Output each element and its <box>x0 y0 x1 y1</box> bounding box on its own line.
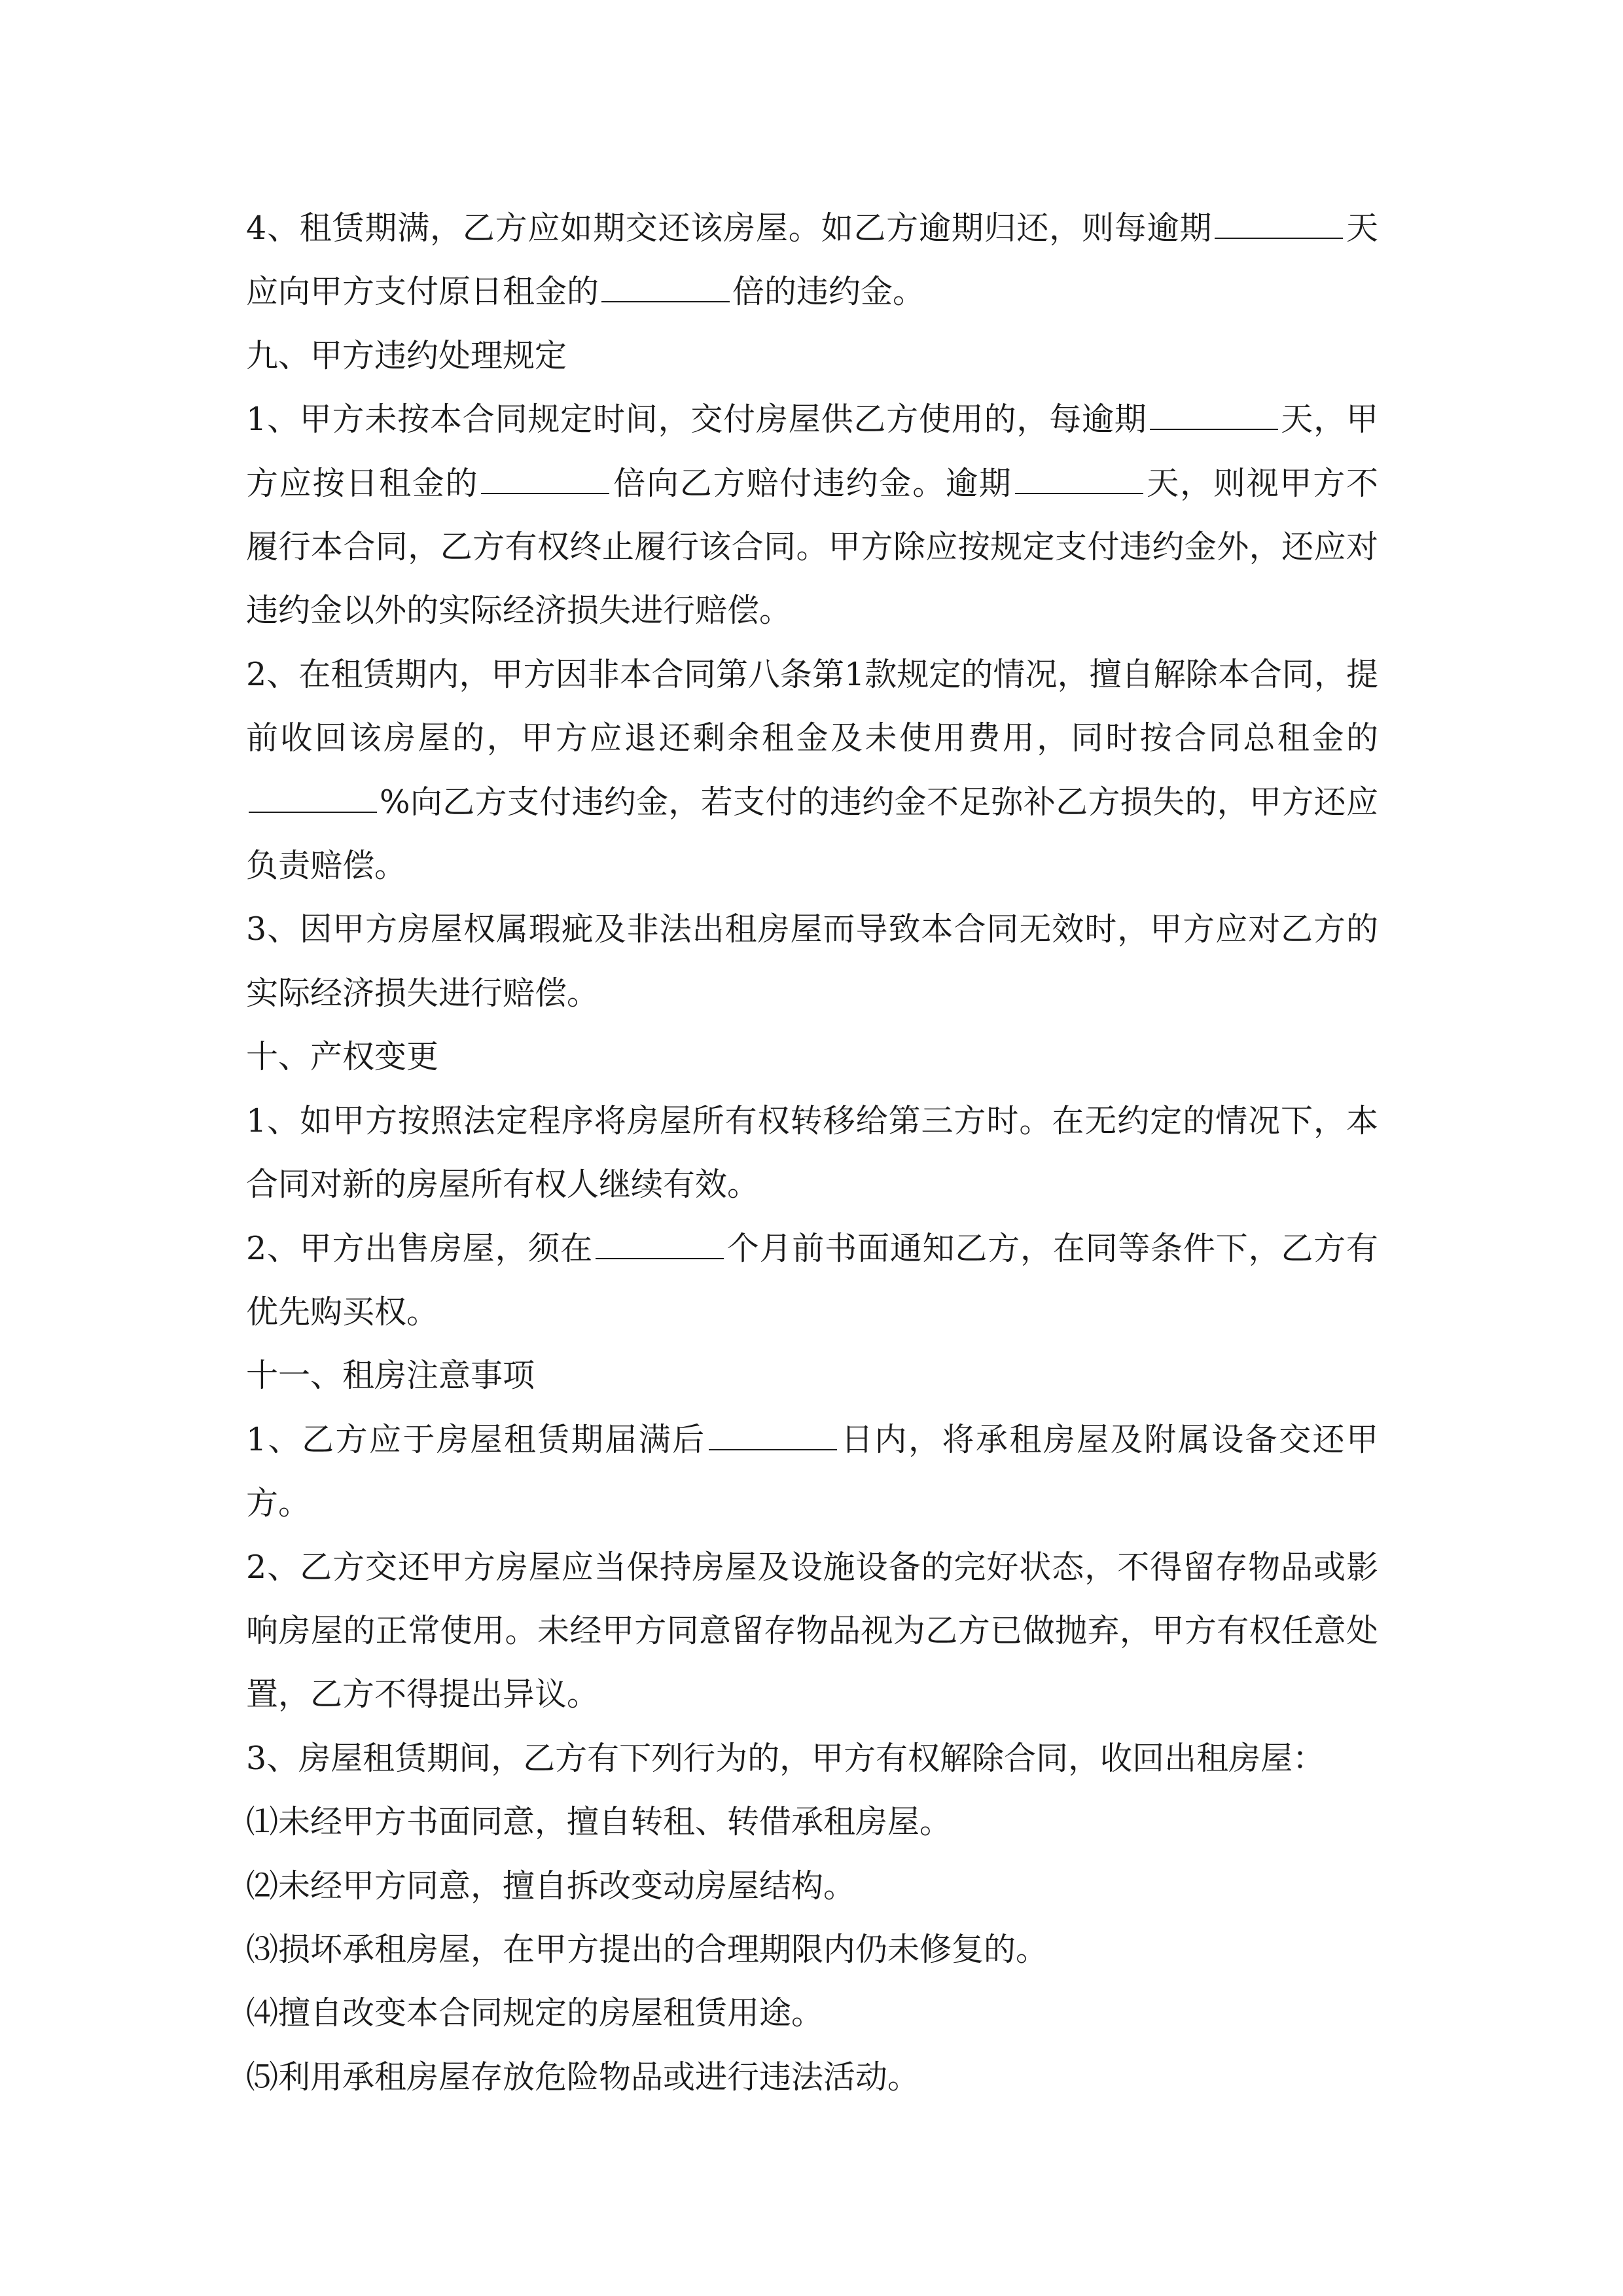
fill-blank[interactable] <box>1150 399 1278 431</box>
fill-blank[interactable] <box>249 781 377 813</box>
list-item-1: ⑴未经甲方书面同意，擅自转租、转借承租房屋。 <box>246 1803 952 1841</box>
list-item-4: ⑷擅自改变本合同规定的房屋租赁用途。 <box>246 1994 824 2032</box>
fill-blank[interactable] <box>1015 462 1143 494</box>
clause-10-2: 2、甲方出售房屋，须在 个月前书面通知乙方，在同等条件下，乙方有优先购买权。 <box>246 1217 1378 1344</box>
section-heading-9: 九、甲方违约处理规定 <box>246 336 567 374</box>
clause-9-1: 1、甲方未按本合同规定时间，交付房屋供乙方使用的，每逾期 天，甲方应按日租金的 倍向乙方赔付违约金。逾期 天，则视甲方不履行本合同，乙方有权终止履行该合同。甲方除应按规定支付违约金外，还应对违约金以外的实际经济损失进行赔偿。 <box>246 387 1378 643</box>
fill-blank[interactable] <box>709 1418 837 1450</box>
list-item-3: ⑶损坏承租房屋，在甲方提出的合理期限内仍未修复的。 <box>246 1930 1048 1968</box>
section-heading-10: 十、产权变更 <box>246 1038 439 1076</box>
clause-9-3: 3、因甲方房屋权属瑕疵及非法出租房屋而导致本合同无效时，甲方应对乙方的实际经济损失进行赔偿。 <box>246 910 1378 1012</box>
clause-8-4: 4、租赁期满，乙方应如期交还该房屋。如乙方逾期归还，则每逾期 天应向甲方支付原日租金的 倍的违约金。 <box>246 196 1378 324</box>
clause-11-3: 3、房屋租赁期间，乙方有下列行为的，甲方有权解除合同，收回出租房屋： <box>246 1739 1325 1777</box>
clause-9-2: 2、在租赁期内，甲方因非本合同第八条第1款规定的情况，擅自解除本合同，提前收回该房屋的，甲方应退还剩余租金及未使用费用，同时按合同总租金的%向乙方支付违约金，若支付的违约金不足弥补乙方损失的，甲方还应负责赔偿。 <box>246 655 1378 885</box>
clause-11-1: 1、乙方应于房屋租赁期届满后 日内，将承租房屋及附属设备交还甲方。 <box>246 1408 1378 1535</box>
list-item-5: ⑸利用承租房屋存放危险物品或进行违法活动。 <box>246 2058 920 2096</box>
clause-11-2: 2、乙方交还甲方房屋应当保持房屋及设施设备的完好状态，不得留存物品或影响房屋的正常使用。未经甲方同意留存物品视为乙方已做抛弃，甲方有权任意处置，乙方不得提出异议。 <box>246 1548 1378 1713</box>
contract-body <box>246 196 1378 2109</box>
list-item-2: ⑵未经甲方同意，擅自拆改变动房屋结构。 <box>246 1867 856 1905</box>
clause-10-1: 1、如甲方按照法定程序将房屋所有权转移给第三方时。在无约定的情况下，本合同对新的房屋所有权人继续有效。 <box>246 1102 1378 1204</box>
fill-blank[interactable] <box>1215 207 1343 239</box>
fill-blank[interactable] <box>596 1227 724 1259</box>
fill-blank[interactable] <box>481 462 609 494</box>
section-heading-11: 十一、租房注意事项 <box>246 1357 535 1395</box>
fill-blank[interactable] <box>601 271 730 303</box>
